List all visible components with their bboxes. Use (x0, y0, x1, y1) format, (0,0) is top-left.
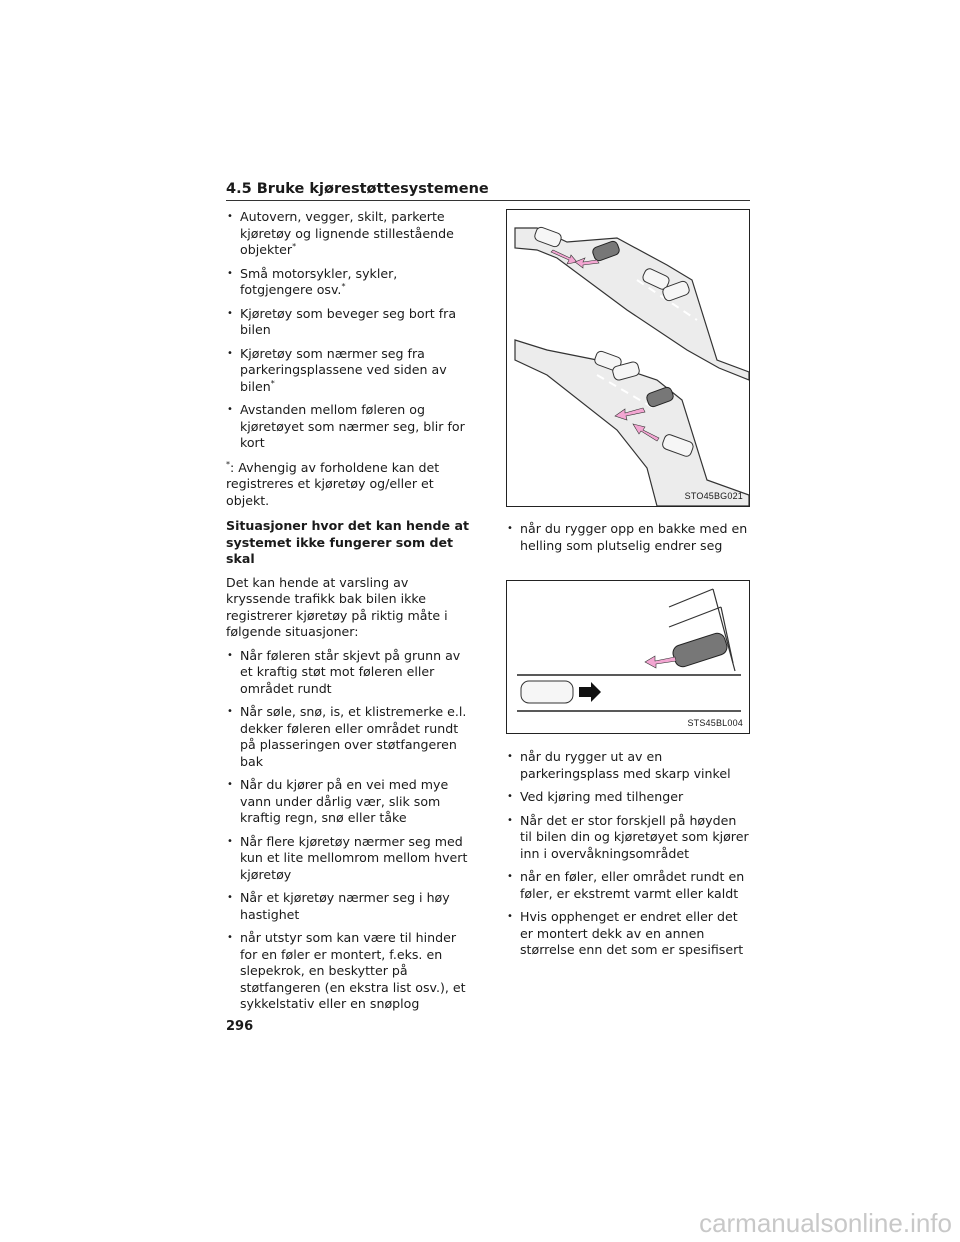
list-item: • Når et kjøretøy nærmer seg i høy hastighet (226, 890, 470, 923)
malfunction-situations-list (226, 648, 470, 1013)
figure-code: STO45BG021 (684, 490, 743, 501)
list-item: • når utstyr som kan være til hinder for en føler er montert, f.eks. en slepekrok, en beskytter på støtfangeren (en ekstra list osv.), et sykkelstativ eller en snøplog (226, 930, 470, 1013)
undetected-objects-list (226, 209, 470, 452)
list-item: • Når flere kjøretøy nærmer seg med kun et lite mellomrom mellom hvert kjøretøy (226, 834, 470, 884)
list-item: • Autovern, vegger, skilt, parkerte kjøretøy og lignende stillestående objekter* (226, 209, 470, 259)
section-header (226, 178, 750, 201)
more-situations-list (506, 749, 752, 959)
list-item: • Ved kjøring med tilhenger (506, 789, 752, 806)
left-column (226, 209, 470, 1020)
list-item: • Hvis opphenget er endret eller det er montert dekk av en annen størrelse enn det som er spesifisert (506, 909, 752, 959)
list-item: • når en føler, eller området rundt en føler, er ekstremt varmt eller kaldt (506, 869, 752, 902)
car-icon (521, 681, 573, 703)
section-title: 4.5 Bruke kjørestøttesystemene (226, 181, 489, 197)
list-item: • Når søle, snø, is, et klistremerke e.l. dekker føleren eller området rundt på plasseringen over støtfangeren bak (226, 704, 470, 770)
list-item: • Små motorsykler, sykler, fotgjengere osv.* (226, 266, 470, 299)
right-column (506, 209, 752, 966)
parking-angle-illustration (507, 581, 749, 733)
list-item: • Når føleren står skjevt på grunn av et kraftig støt mot føleren eller området rundt (226, 648, 470, 698)
list-item: • når du rygger opp en bakke med en helling som plutselig endrer seg (506, 521, 752, 554)
page-number: 296 (226, 1019, 254, 1034)
watermark[interactable]: carmanualsonline.info (699, 1208, 952, 1238)
list-item: • Når du kjører på en vei med mye vann under dårlig vær, slik som kraftig regn, snø eller tåke (226, 777, 470, 827)
figure-road-traffic (506, 209, 750, 507)
arrow-icon (645, 656, 676, 668)
list-item: • når du rygger ut av en parkeringsplass med skarp vinkel (506, 749, 752, 782)
car-icon (671, 631, 729, 669)
road-traffic-illustration (507, 210, 749, 506)
list-item: • Avstanden mellom føleren og kjøretøyet som nærmer seg, blir for kort (226, 402, 470, 452)
list-item: • Når det er stor forskjell på høyden til bilen din og kjøretøyet som kjører inn i overvåkningsområdet (506, 813, 752, 863)
list-item: • Kjøretøy som nærmer seg fra parkeringsplassene ved siden av bilen* (226, 346, 470, 396)
subheading: Situasjoner hvor det kan hende at systemet ikke fungerer som det skal (226, 518, 469, 566)
slope-situation-list (506, 521, 752, 554)
figure-code: STS45BL004 (687, 717, 743, 728)
list-item: • Kjøretøy som beveger seg bort fra bilen (226, 306, 470, 339)
intro-paragraph: Det kan hende at varsling av kryssende trafikk bak bilen ikke registrerer kjøretøy på riktig måte i følgende situasjoner: (226, 574, 448, 639)
footnote: *: Avhengig av forholdene kan det registreres et kjøretøy og/eller et objekt. (226, 459, 440, 508)
arrow-icon (579, 682, 601, 702)
figure-parking-angle (506, 580, 750, 734)
